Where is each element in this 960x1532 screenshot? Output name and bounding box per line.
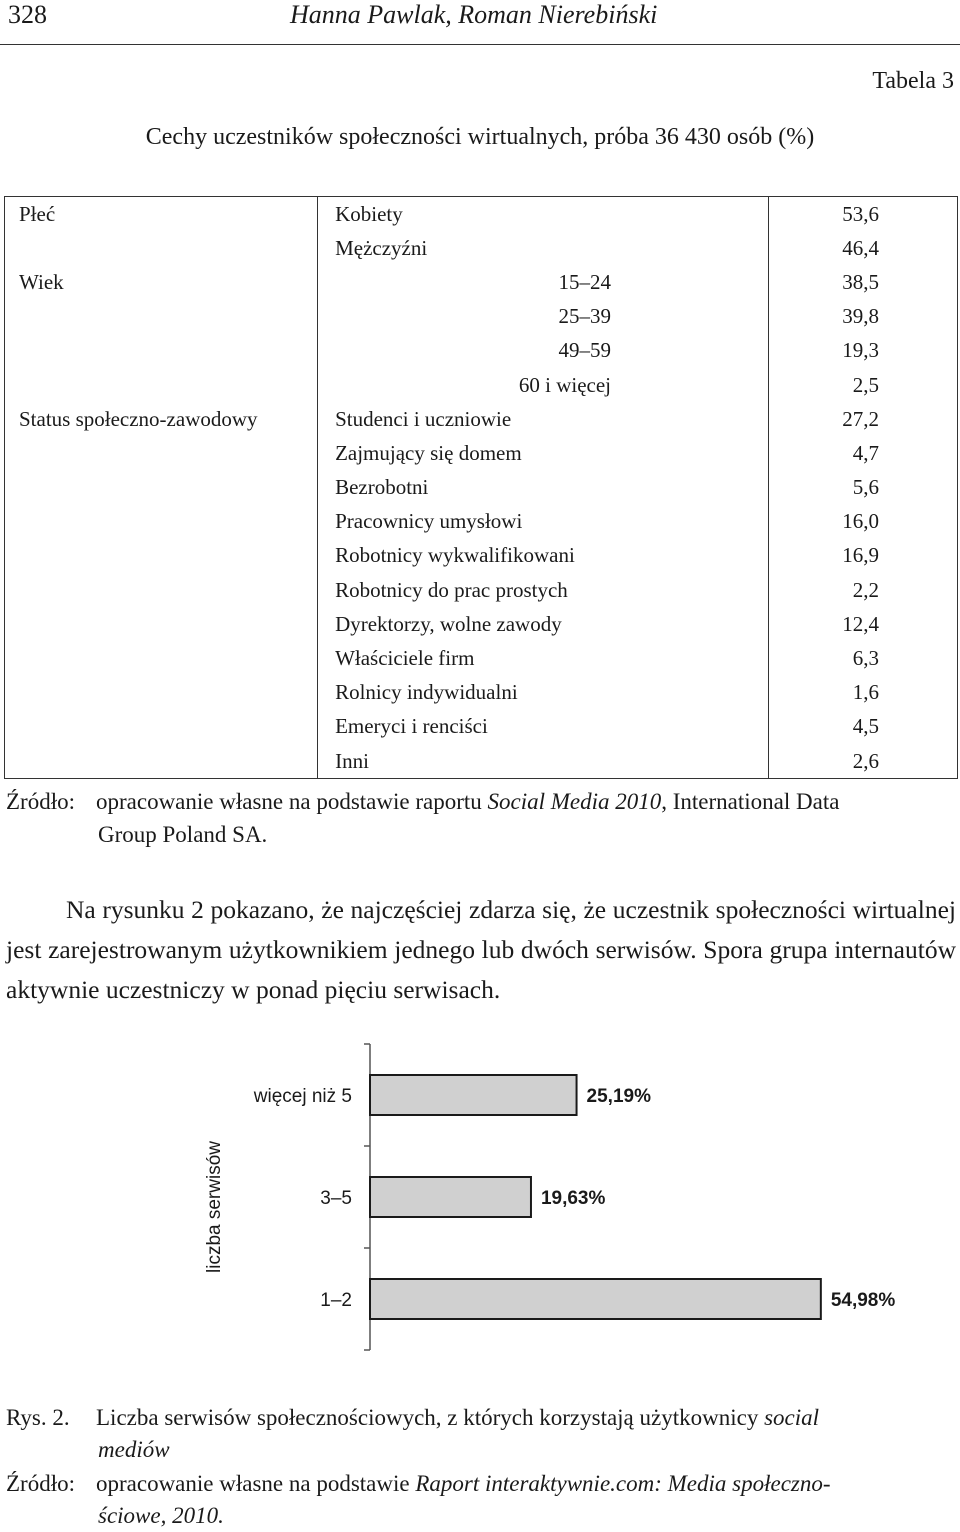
row-group bbox=[5, 471, 318, 505]
table-row bbox=[5, 641, 958, 675]
table-row bbox=[5, 197, 958, 232]
row-item: Robotnicy wykwalifikowani bbox=[318, 539, 769, 573]
row-item: Dyrektorzy, wolne zawody bbox=[318, 607, 769, 641]
table-label: Tabela 3 bbox=[872, 68, 954, 94]
row-item: Zajmujący się domem bbox=[318, 436, 769, 470]
bar-chart bbox=[180, 1040, 896, 1360]
bar bbox=[370, 1279, 821, 1319]
row-value: 53,6 bbox=[769, 197, 958, 232]
table-row bbox=[5, 573, 958, 607]
row-value: 2,5 bbox=[769, 368, 958, 402]
y-axis-label: liczba serwisów bbox=[204, 1141, 225, 1273]
row-item: Robotnicy do prac prostych bbox=[318, 573, 769, 607]
row-item: 49–59 bbox=[318, 334, 769, 368]
figure-source-label: Źródło: bbox=[6, 1471, 75, 1496]
row-group: Płeć bbox=[5, 197, 318, 232]
table-row bbox=[5, 368, 958, 402]
row-value: 19,3 bbox=[769, 334, 958, 368]
row-group bbox=[5, 436, 318, 470]
row-item: Bezrobotni bbox=[318, 471, 769, 505]
row-value: 16,9 bbox=[769, 539, 958, 573]
table-row bbox=[5, 676, 958, 710]
table-row bbox=[5, 710, 958, 744]
row-value: 39,8 bbox=[769, 300, 958, 334]
row-item: Emeryci i renciści bbox=[318, 710, 769, 744]
row-group bbox=[5, 539, 318, 573]
row-group bbox=[5, 676, 318, 710]
figure-source-text: opracowanie własne na podstawie bbox=[96, 1471, 416, 1496]
table-row bbox=[5, 471, 958, 505]
table-source bbox=[6, 785, 956, 851]
table-row bbox=[5, 231, 958, 265]
caption-text: Liczba serwisów społecznościowych, z których korzystają użytkownicy bbox=[96, 1405, 765, 1430]
category-label: 1–2 bbox=[320, 1290, 352, 1311]
data-label: 25,19% bbox=[586, 1086, 652, 1107]
row-group bbox=[5, 334, 318, 368]
row-item: Rolnicy indywidualni bbox=[318, 676, 769, 710]
figure-caption bbox=[6, 1402, 956, 1466]
row-value: 4,7 bbox=[769, 436, 958, 470]
row-group bbox=[5, 744, 318, 779]
row-value: 4,5 bbox=[769, 710, 958, 744]
category-label: więcej niż 5 bbox=[253, 1086, 352, 1107]
table-row bbox=[5, 744, 958, 779]
table-row bbox=[5, 436, 958, 470]
row-group bbox=[5, 231, 318, 265]
figure-source bbox=[6, 1468, 956, 1532]
table-row bbox=[5, 334, 958, 368]
row-group bbox=[5, 573, 318, 607]
row-group: Status społeczno-zawodowy bbox=[5, 402, 318, 436]
source-italic: Social Media 2010 bbox=[487, 789, 662, 814]
caption-label: Rys. 2. bbox=[6, 1405, 70, 1430]
table-row bbox=[5, 539, 958, 573]
running-head: Hanna Pawlak, Roman Nierebiński bbox=[290, 0, 658, 29]
data-label: 19,63% bbox=[540, 1188, 606, 1209]
row-item: Inni bbox=[318, 744, 769, 779]
row-value: 46,4 bbox=[769, 231, 958, 265]
figure-source-italic-2: ściowe, 2010. bbox=[98, 1503, 224, 1528]
row-group bbox=[5, 505, 318, 539]
table-row bbox=[5, 607, 958, 641]
body-paragraph bbox=[6, 890, 956, 1010]
source-label: Źródło: bbox=[6, 789, 75, 814]
source-line2: Group Poland SA. bbox=[98, 822, 268, 847]
bar bbox=[370, 1075, 577, 1115]
category-label: 3–5 bbox=[320, 1188, 352, 1209]
row-group: Wiek bbox=[5, 265, 318, 299]
table-row bbox=[5, 300, 958, 334]
figure-source-italic-1: Raport interaktywnie.com: Media społeczno- bbox=[415, 1471, 831, 1496]
table-row bbox=[5, 265, 958, 299]
header-rule bbox=[0, 44, 960, 45]
row-value: 2,6 bbox=[769, 744, 958, 779]
chart-svg bbox=[180, 1040, 896, 1360]
row-value: 6,3 bbox=[769, 641, 958, 675]
row-value: 1,6 bbox=[769, 676, 958, 710]
caption-italic-2: mediów bbox=[98, 1437, 170, 1462]
row-item: 25–39 bbox=[318, 300, 769, 334]
row-group bbox=[5, 641, 318, 675]
row-group bbox=[5, 710, 318, 744]
row-item: 60 i więcej bbox=[318, 368, 769, 402]
row-group bbox=[5, 368, 318, 402]
table-title: Cechy uczestników społeczności wirtualnych, próba 36 430 osób (%) bbox=[145, 124, 815, 150]
row-group bbox=[5, 607, 318, 641]
row-value: 38,5 bbox=[769, 265, 958, 299]
row-item: Studenci i uczniowie bbox=[318, 402, 769, 436]
row-value: 12,4 bbox=[769, 607, 958, 641]
body-text: Na rysunku 2 pokazano, że najczęściej zdarza się, że uczestnik społeczności wirtualnej jest zarejestrowanym użytkownikiem jednego lub dwóch serwisów. Spora grupa internautów aktywnie uczestniczy w ponad pięciu serwisach. bbox=[6, 895, 956, 1004]
row-item: Właściciele firm bbox=[318, 641, 769, 675]
source-after: , International Data bbox=[661, 789, 840, 814]
row-item: 15–24 bbox=[318, 265, 769, 299]
row-value: 27,2 bbox=[769, 402, 958, 436]
data-table bbox=[4, 196, 958, 779]
page-number: 328 bbox=[8, 0, 47, 29]
row-group bbox=[5, 300, 318, 334]
source-text: opracowanie własne na podstawie raportu bbox=[96, 789, 488, 814]
table-body bbox=[5, 197, 958, 779]
row-value: 16,0 bbox=[769, 505, 958, 539]
caption-italic-1: social bbox=[764, 1405, 820, 1430]
data-label: 54,98% bbox=[830, 1290, 896, 1311]
row-value: 2,2 bbox=[769, 573, 958, 607]
row-item: Kobiety bbox=[318, 197, 769, 232]
table-row bbox=[5, 402, 958, 436]
bar bbox=[370, 1177, 531, 1217]
row-item: Mężczyźni bbox=[318, 231, 769, 265]
row-value: 5,6 bbox=[769, 471, 958, 505]
row-item: Pracownicy umysłowi bbox=[318, 505, 769, 539]
table-row bbox=[5, 505, 958, 539]
